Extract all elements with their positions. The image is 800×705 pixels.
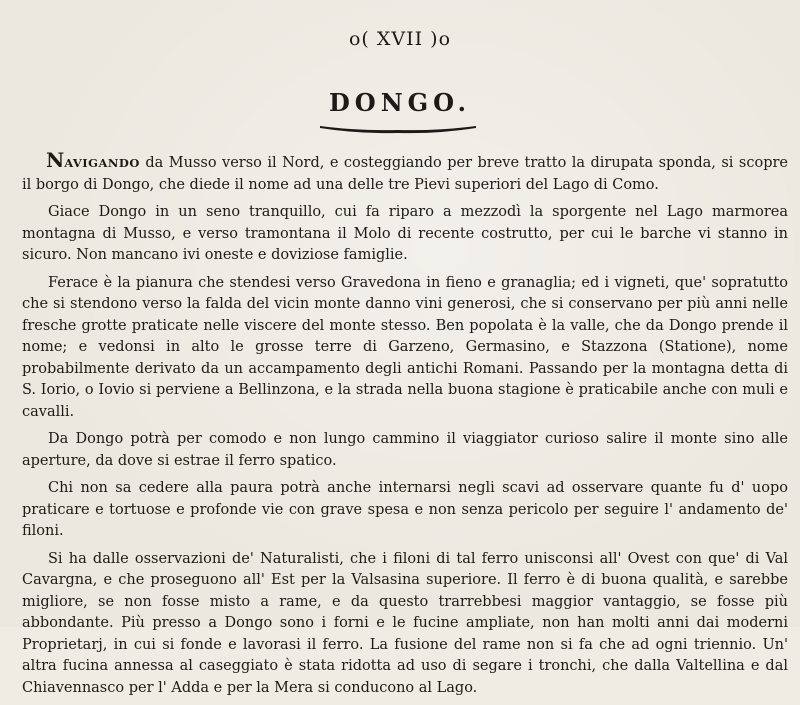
opening-word: AVIGANDO [64, 156, 140, 170]
paragraph-5: Chi non sa cedere alla paura potrà anche internarsi negli scavi ad osservare quante fu d' uopo praticare e tortuose e profonde vie con grave spesa e non senza pericolo per seguire l' andamento de' filoni. [22, 480, 788, 539]
paragraph-1-text: da Musso verso il Nord, e costeggiando per breve tratto la dirupata sponda, si scopre il borgo di Dongo, che diede il nome ad una delle tre Pievi superiori del Lago di Como. [22, 155, 788, 193]
page-number: o( XVII )o [348, 28, 452, 50]
paragraph-4: Da Dongo potrà per comodo e non lungo cammino il viaggiator curioso salire il monte sino alle aperture, da dove si estrae il ferro spatico. [22, 431, 788, 469]
body-text [22, 150, 788, 705]
paragraph-6: Si ha dalle osservazioni de' Naturalisti, che i filoni di tal ferro unisconsi all' Ovest con que' di Val Cavargna, e che proseguono all' Est per la Valsasina superiore. Il ferro è di buona qualità, e sarebbe migliore, se non fosse misto a rame, e da questo trarrebbesi maggior vantaggio, se fosse più abbondante. Più presso a Dongo sono i forni e le fucine ampliate, non han molti anni dai moderni Proprietarj, in cui si fonde e lavorasi il ferro. La fusione del rame non si fa che ad ogni triennio. Un' altra fucina annessa al caseggiato è stata ridotta ad uso di segare i tronchi, che dalla Valtellina e dal Chiavennasco per l' Adda e per la Mera si conducono al Lago. [22, 550, 788, 696]
ornamental-rule-icon [318, 122, 478, 134]
paragraph-1 [22, 150, 788, 196]
chapter-title: DONGO. [328, 88, 471, 117]
paragraph-2: Giace Dongo in un seno tranquillo, cui fa riparo a mezzodì la sporgente nel Lago marmorea montagna di Musso, e verso tramontana il Molo di recente costrutto, per cui le barche vi stanno in sicuro. Non mancano ivi oneste e doviziose famiglie. [22, 204, 788, 263]
paragraph-3: Ferace è la pianura che stendesi verso Gravedona in fieno e granaglia; ed i vigneti, que' sopratutto che si stendono verso la falda del vicin monte danno vini generosi, che si conservano per più anni nelle fresche grotte praticate nelle viscere del monte stesso. Ben popolata è la valle, che da Dongo prende il nome; e vedonsi in alto le grosse terre di Garzeno, Germasino, e Stazzona (Statione), nome probabilmente derivato da un accampamento degli antichi Romani. Passando per la montagna detta di S. Iorio, o Iovio si perviene a Bellinzona, e la strada nella buona stagione è praticabile anche con muli e cavalli. [22, 274, 788, 420]
drop-cap: N [46, 148, 65, 172]
